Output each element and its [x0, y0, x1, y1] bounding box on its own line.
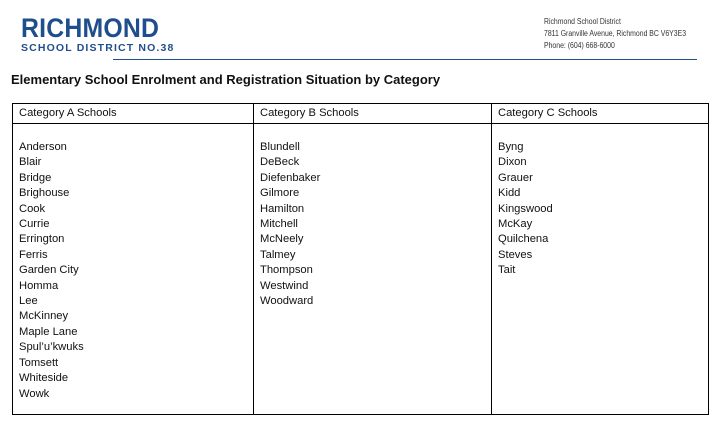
school-name: Kingswood: [498, 202, 553, 215]
school-name: Westwind: [260, 279, 309, 292]
school-name: Tomsett: [19, 356, 59, 369]
school-name: Tait: [498, 264, 516, 277]
category-b-school-list: [260, 140, 320, 309]
school-name: Bridge: [19, 171, 52, 184]
school-name: Mitchell: [260, 218, 298, 231]
logo-subtitle: SCHOOL DISTRICT NO.38: [21, 42, 175, 54]
address-line-street: 7811 Granville Avenue, Richmond BC V6Y3E3: [544, 29, 687, 38]
school-name: Byng: [498, 141, 524, 153]
school-name: McKay: [498, 218, 533, 231]
column-header-category-b: Category B Schools: [260, 107, 359, 119]
column-header-category-a: Category A Schools: [19, 107, 117, 119]
school-name: Gilmore: [260, 187, 300, 200]
address-line-name: Richmond School District: [544, 17, 621, 26]
school-name: Grauer: [498, 171, 533, 184]
school-name: McNeely: [260, 233, 304, 246]
school-name: Brighouse: [19, 187, 70, 200]
school-name: DeBeck: [260, 156, 300, 169]
school-name: Dixon: [498, 156, 527, 169]
logo-wordmark: RICHMOND: [21, 13, 160, 43]
page-title: Elementary School Enrolment and Registration Situation by Category: [11, 72, 441, 87]
school-name: Wowk: [19, 387, 50, 400]
school-name: Kidd: [498, 187, 521, 200]
school-name: Homma: [19, 279, 59, 292]
district-logo: [21, 13, 175, 54]
school-name: Maple Lane: [19, 325, 78, 338]
address-line-phone: Phone: (604) 668-6000: [544, 41, 615, 50]
school-category-table: [12, 103, 709, 415]
school-name: Talmey: [260, 248, 296, 261]
school-name: Errington: [19, 233, 65, 246]
header-divider-line: [113, 59, 697, 60]
school-name: Cook: [19, 202, 46, 215]
district-address: [544, 16, 709, 52]
school-name: Thompson: [260, 264, 313, 277]
school-name: Blundell: [260, 141, 300, 153]
category-a-school-list: [19, 140, 84, 402]
school-name: Diefenbaker: [260, 171, 321, 184]
school-name: McKinney: [19, 310, 69, 323]
school-name: Anderson: [19, 141, 67, 153]
school-name: Steves: [498, 248, 533, 261]
column-divider: [491, 104, 492, 414]
school-name: Currie: [19, 218, 50, 231]
column-divider: [253, 104, 254, 414]
school-name: Hamilton: [260, 202, 305, 215]
school-name: Quilchena: [498, 233, 549, 246]
school-name: Ferris: [19, 248, 48, 261]
school-name: Blair: [19, 156, 42, 169]
column-header-category-c: Category C Schools: [498, 107, 598, 119]
school-name: Lee: [19, 295, 38, 308]
school-name: Spul’u’kwuks: [19, 341, 84, 354]
table-header-divider: [13, 123, 708, 124]
school-name: Garden City: [19, 264, 79, 277]
school-name: Woodward: [260, 295, 314, 308]
school-name: Whiteside: [19, 372, 69, 385]
category-c-school-list: [498, 140, 553, 279]
